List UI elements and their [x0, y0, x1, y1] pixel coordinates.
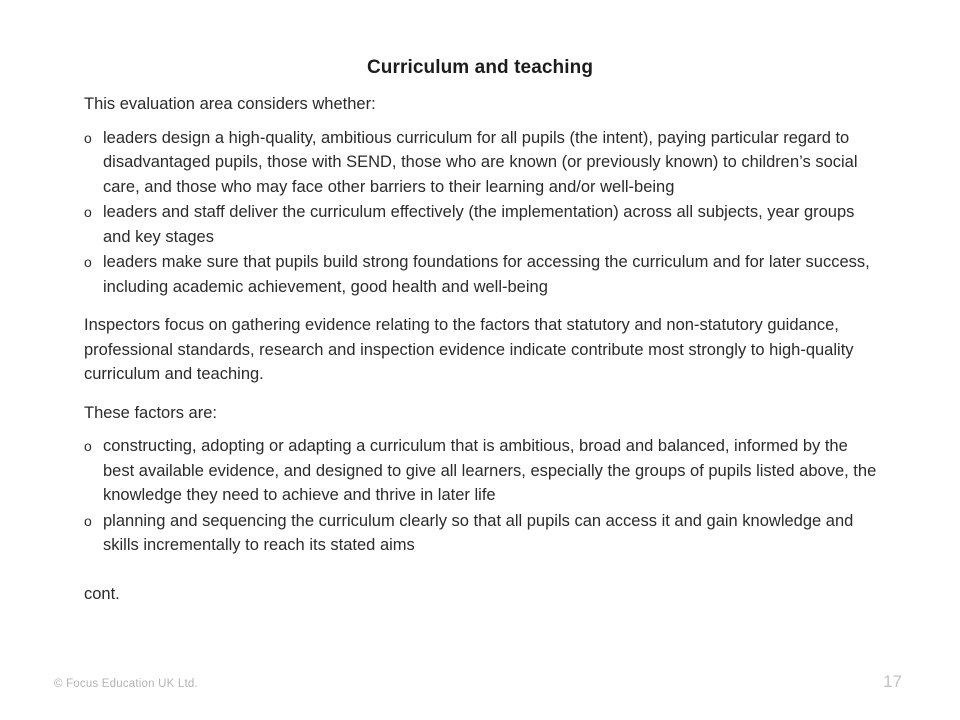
bullet-marker-icon: o — [84, 438, 92, 454]
list-item — [84, 126, 880, 200]
factors-heading: These factors are: — [84, 403, 217, 422]
inspectors-paragraph: Inspectors focus on gathering evidence relating to the factors that statutory and non-statutory guidance, professional standards, research and inspection evidence indicate contribute most strongly to high-quality curriculum and teaching. — [84, 316, 854, 383]
list-item-text: leaders and staff deliver the curriculum effectively (the implementation) across all subjects, year groups and key stages — [103, 203, 855, 246]
page-title: Curriculum and teaching — [366, 57, 594, 78]
list-item — [84, 509, 880, 558]
bullet-marker-icon: o — [84, 204, 92, 220]
list-item-text: leaders design a high-quality, ambitious curriculum for all pupils (the intent), paying particular regard to disadvantaged pupils, those with SEND, those who are known (or previously known) to children’s social care, and those who may face other barriers to their learning and/or well-being — [103, 128, 858, 196]
bullet-marker-icon: o — [84, 129, 92, 146]
intro-paragraph: This evaluation area considers whether: — [84, 95, 376, 113]
continuation-note: cont. — [84, 585, 120, 603]
page-number: 17 — [883, 672, 902, 691]
factor-bullet-list — [84, 434, 880, 558]
bullet-marker-icon: o — [84, 512, 92, 529]
slide-body — [84, 92, 880, 567]
list-item — [84, 434, 880, 508]
bullet-marker-icon: o — [84, 254, 92, 270]
footer-copyright: © Focus Education UK Ltd. — [54, 678, 198, 690]
list-item — [84, 250, 880, 299]
list-item-text: planning and sequencing the curriculum clearly so that all pupils can access it and gain knowledge and skills incrementally to reach its stated aims — [103, 511, 854, 554]
intent-bullet-list — [84, 126, 880, 300]
list-item — [84, 200, 880, 249]
list-item-text: leaders make sure that pupils build strong foundations for accessing the curriculum and for later success, including academic achievement, good health and well-being — [103, 253, 870, 296]
list-item-text: constructing, adopting or adapting a curriculum that is ambitious, broad and balanced, informed by the best available evidence, and designed to give all learners, especially the groups of pupils listed above, the knowledge they need to achieve and thrive in later life — [103, 437, 877, 504]
